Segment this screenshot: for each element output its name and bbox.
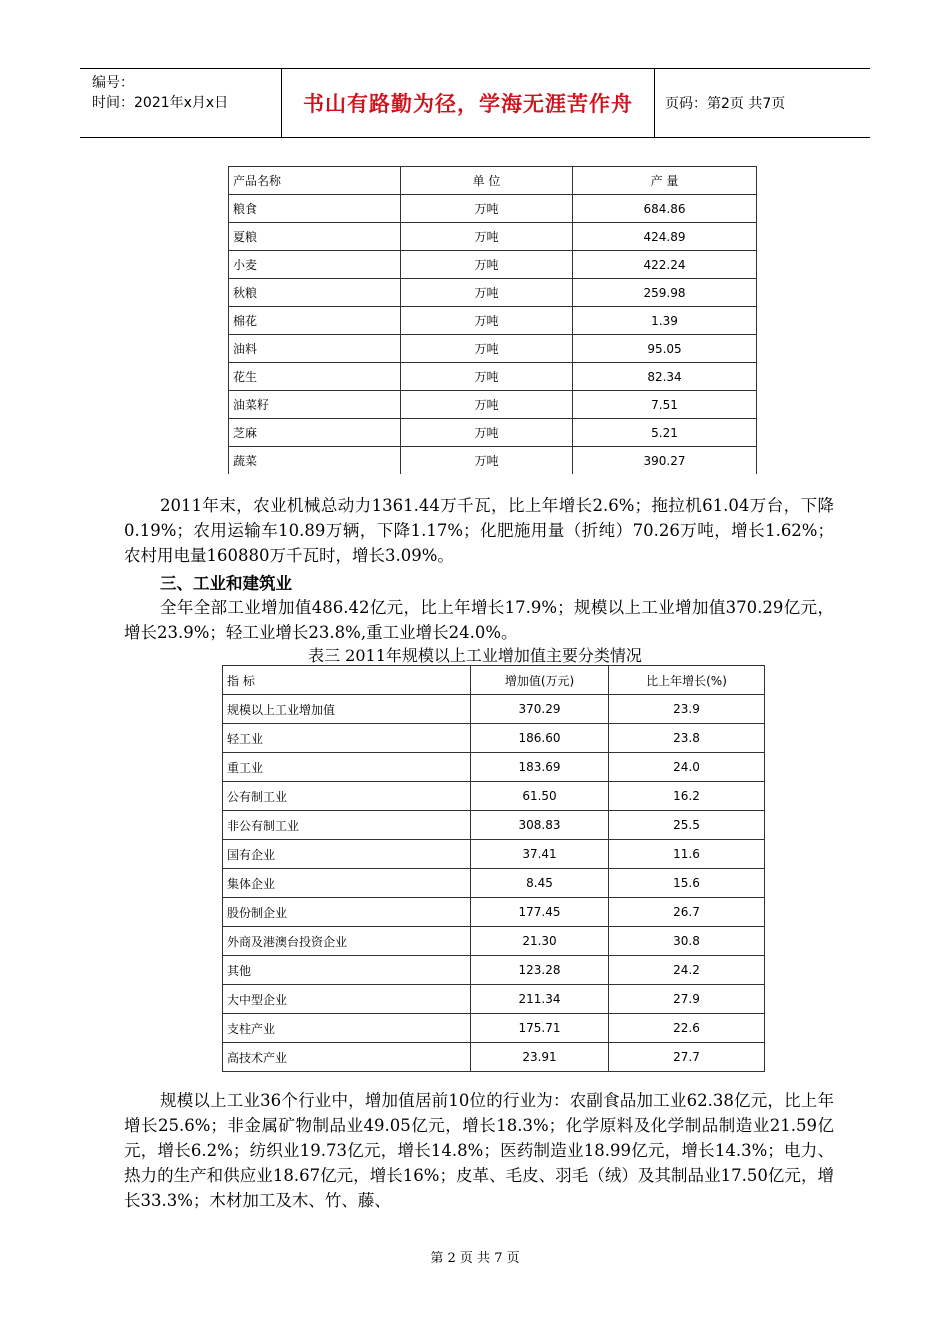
table-cell: 37.41 [471, 840, 609, 869]
table-row [229, 251, 757, 279]
table-cell: 25.5 [609, 811, 765, 840]
table-cell: 82.34 [573, 363, 757, 391]
table-row [229, 447, 757, 475]
table-cell: 16.2 [609, 782, 765, 811]
column-header: 产品名称 [229, 167, 401, 195]
table-cell: 蔬菜 [229, 447, 401, 475]
column-header: 增加值(万元) [471, 666, 609, 695]
header-page-info: 页码：第2页 共7页 [665, 96, 786, 112]
table-cell: 公有制工业 [223, 782, 471, 811]
table-cell: 万吨 [401, 195, 573, 223]
table-cell: 非公有制工业 [223, 811, 471, 840]
header-motto: 书山有路勤为径，学海无涯苦作舟 [282, 69, 655, 137]
industry-value-added-table [222, 665, 765, 1072]
table-cell: 7.51 [573, 391, 757, 419]
table-cell: 芝麻 [229, 419, 401, 447]
table-cell: 5.21 [573, 419, 757, 447]
table-cell: 30.8 [609, 927, 765, 956]
table-cell: 棉花 [229, 307, 401, 335]
column-header: 产 量 [573, 167, 757, 195]
table-row [223, 695, 765, 724]
table-cell: 万吨 [401, 251, 573, 279]
table-cell: 11.6 [609, 840, 765, 869]
table-cell: 24.2 [609, 956, 765, 985]
table-cell: 27.7 [609, 1043, 765, 1072]
table-cell: 22.6 [609, 1014, 765, 1043]
table-cell: 95.05 [573, 335, 757, 363]
table-cell: 177.45 [471, 898, 609, 927]
table-row [223, 898, 765, 927]
table-cell: 万吨 [401, 335, 573, 363]
table-caption: 表三 2011年规模以上工业增加值主要分类情况 [308, 646, 642, 665]
table-row [223, 811, 765, 840]
table-cell: 小麦 [229, 251, 401, 279]
table-cell: 26.7 [609, 898, 765, 927]
table-row [223, 985, 765, 1014]
table-cell: 27.9 [609, 985, 765, 1014]
table-row [229, 223, 757, 251]
table-cell: 国有企业 [223, 840, 471, 869]
table-cell: 大中型企业 [223, 985, 471, 1014]
table-cell: 390.27 [573, 447, 757, 475]
table-row [223, 956, 765, 985]
table-header-row [229, 167, 757, 195]
table-cell: 万吨 [401, 363, 573, 391]
table-row [229, 335, 757, 363]
page-footer: 第 2 页 共 7 页 [430, 1251, 520, 1266]
table-cell: 424.89 [573, 223, 757, 251]
table-row [223, 782, 765, 811]
table-cell: 万吨 [401, 307, 573, 335]
table-cell: 8.45 [471, 869, 609, 898]
column-header: 指 标 [223, 666, 471, 695]
table-cell: 万吨 [401, 279, 573, 307]
table-cell: 规模以上工业增加值 [223, 695, 471, 724]
table-cell: 股份制企业 [223, 898, 471, 927]
table-cell: 1.39 [573, 307, 757, 335]
table-cell: 其他 [223, 956, 471, 985]
column-header: 单 位 [401, 167, 573, 195]
table-header-row [223, 666, 765, 695]
table-cell: 轻工业 [223, 724, 471, 753]
agriculture-machinery-paragraph: 2011年末，农业机械总动力1361.44万千瓦，比上年增长2.6%；拖拉机61.04万台，下降0.19%；农用运输车10.89万辆，下降1.17%；化肥施用量（折纯）70.26万吨，增长1.62%；农村用电量160880万千瓦时，增长3.09%。 [124, 496, 834, 565]
table-row [223, 840, 765, 869]
section-heading-industry: 三、工业和建筑业 [160, 574, 292, 593]
table-cell: 61.50 [471, 782, 609, 811]
table-cell: 外商及港澳台投资企业 [223, 927, 471, 956]
table-cell: 23.91 [471, 1043, 609, 1072]
table-row [223, 869, 765, 898]
table-cell: 支柱产业 [223, 1014, 471, 1043]
table-row [229, 279, 757, 307]
table-row [229, 391, 757, 419]
table-cell: 万吨 [401, 223, 573, 251]
table-cell: 308.83 [471, 811, 609, 840]
header-meta [80, 69, 282, 137]
table-cell: 集体企业 [223, 869, 471, 898]
table-cell: 370.29 [471, 695, 609, 724]
table-cell: 重工业 [223, 753, 471, 782]
table-row [223, 927, 765, 956]
header-number-label: 编号： [92, 75, 134, 91]
table-cell: 175.71 [471, 1014, 609, 1043]
table-row [229, 307, 757, 335]
table-cell: 183.69 [471, 753, 609, 782]
table-row [223, 753, 765, 782]
agriculture-output-table [228, 166, 757, 474]
table-row [229, 419, 757, 447]
table-row [229, 195, 757, 223]
table-cell: 24.0 [609, 753, 765, 782]
table-cell: 秋粮 [229, 279, 401, 307]
table-row [223, 724, 765, 753]
top-industries-paragraph: 规模以上工业36个行业中，增加值居前10位的行业为：农副食品加工业62.38亿元，比上年增长25.6%；非金属矿物制品业49.05亿元，增长18.3%；化学原料及化学制品制造业21.59亿元，增长6.2%；纺织业19.73亿元，增长14.8%；医药制造业18.99亿元，增长14.3%；电力、热力的生产和供应业18.67亿元，增长16%；皮革、毛皮、羽毛（绒）及其制品业17.50亿元，增长33.3%；木材加工及木、竹、藤、 [124, 1091, 834, 1210]
table-row [223, 1014, 765, 1043]
table-cell: 油料 [229, 335, 401, 363]
table-row [223, 1043, 765, 1072]
table-cell: 15.6 [609, 869, 765, 898]
document-header [80, 68, 870, 138]
table-cell: 花生 [229, 363, 401, 391]
table-cell: 夏粮 [229, 223, 401, 251]
table-cell: 21.30 [471, 927, 609, 956]
table-cell: 186.60 [471, 724, 609, 753]
table-cell: 23.8 [609, 724, 765, 753]
table-cell: 23.9 [609, 695, 765, 724]
industry-summary-paragraph: 全年全部工业增加值486.42亿元，比上年增长17.9%；规模以上工业增加值370.29亿元，增长23.9%；轻工业增长23.8%,重工业增长24.0%。 [124, 598, 834, 642]
table-cell: 万吨 [401, 447, 573, 475]
table-cell: 万吨 [401, 391, 573, 419]
table-cell: 422.24 [573, 251, 757, 279]
table-cell: 259.98 [573, 279, 757, 307]
table-cell: 684.86 [573, 195, 757, 223]
table-cell: 123.28 [471, 956, 609, 985]
table-cell: 万吨 [401, 419, 573, 447]
header-date-label: 时间：2021年x月x日 [92, 95, 229, 111]
table-cell: 211.34 [471, 985, 609, 1014]
table-row [229, 363, 757, 391]
table-cell: 粮食 [229, 195, 401, 223]
table-cell: 油菜籽 [229, 391, 401, 419]
column-header: 比上年增长(%) [609, 666, 765, 695]
table-cell: 高技术产业 [223, 1043, 471, 1072]
